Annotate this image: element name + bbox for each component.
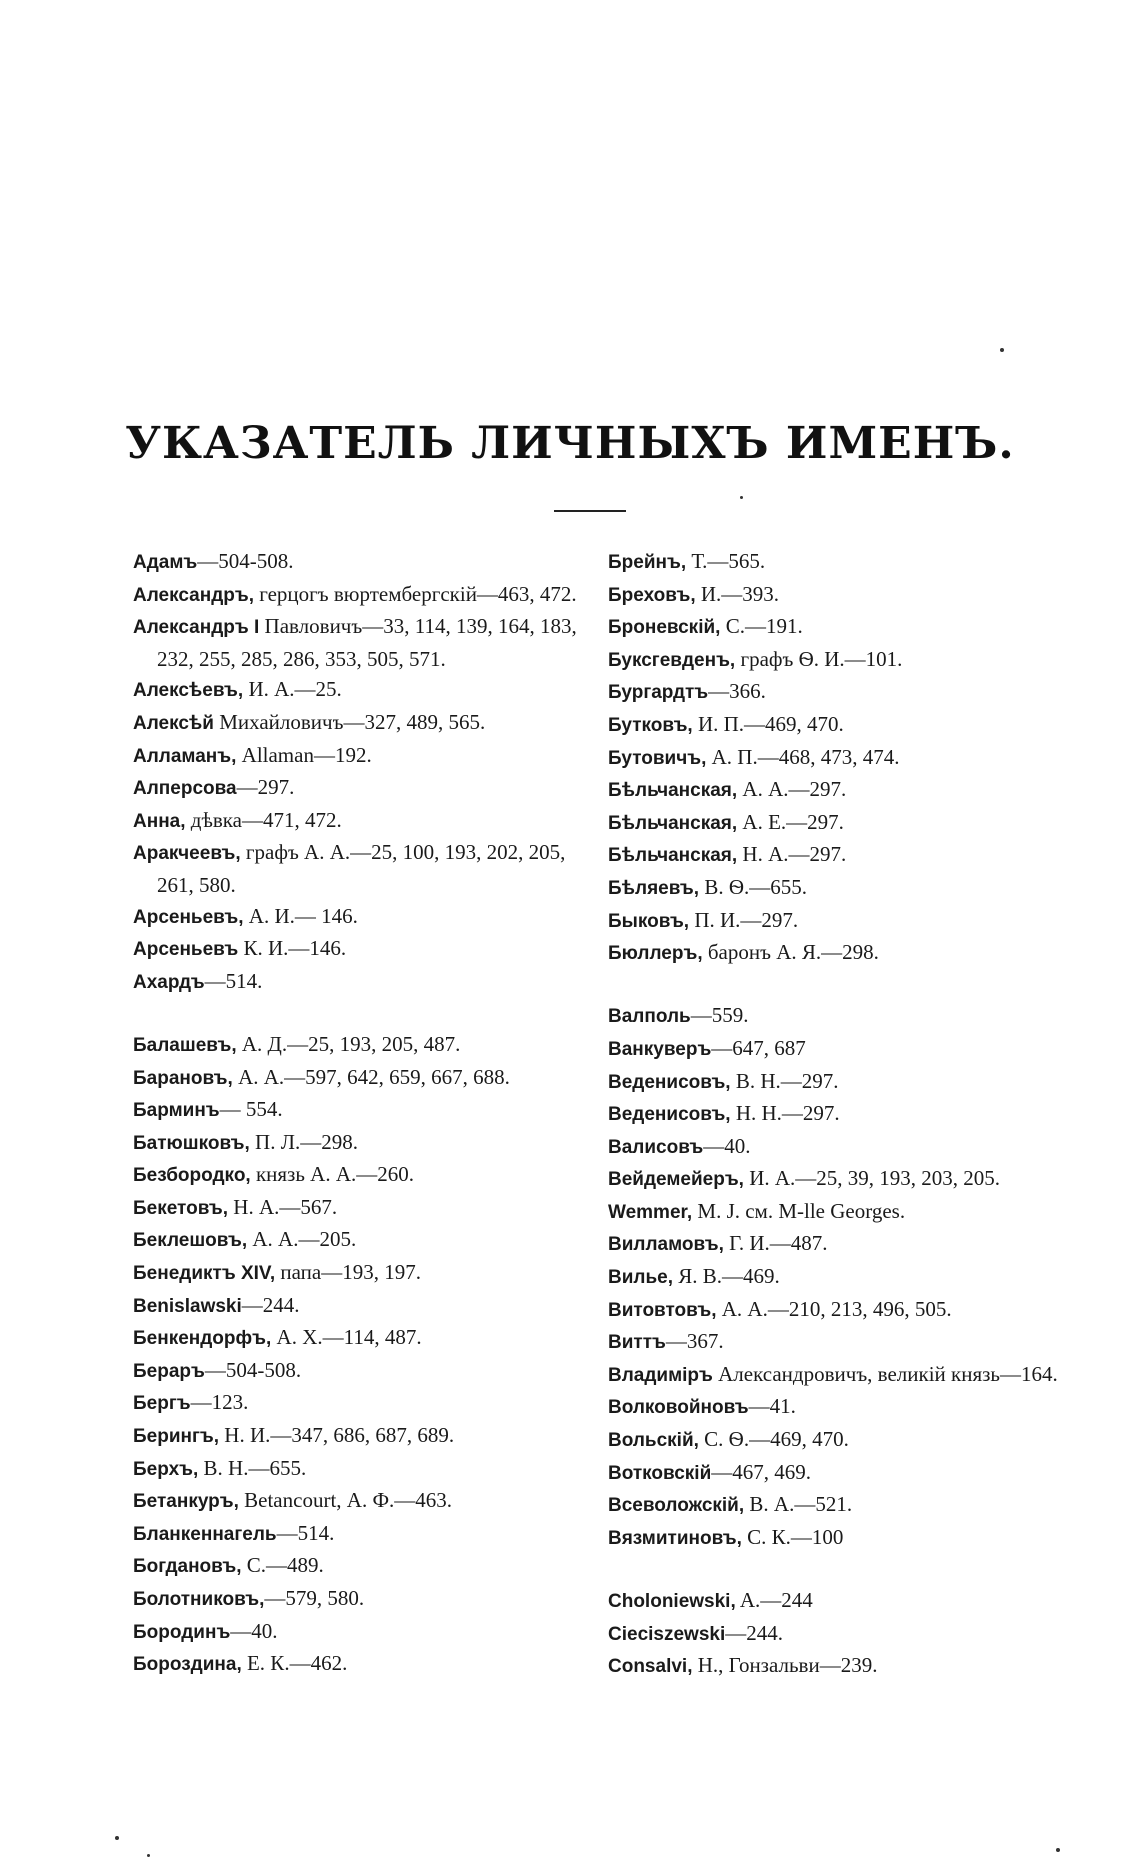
print-speck (115, 1836, 119, 1840)
entry-name: Бѣляевъ, (608, 877, 700, 899)
entry-name: Всеволожскій, (608, 1495, 745, 1517)
index-entry (133, 611, 588, 674)
index-entry (608, 1066, 1058, 1099)
entry-pages: В. Н.—655. (198, 1455, 307, 1480)
entry-pages: —579, 580. (264, 1586, 365, 1610)
index-entry (608, 1585, 1058, 1618)
entry-name: Бекетовъ, (133, 1197, 229, 1219)
entry-pages: С. Ѳ.—469, 470. (698, 1427, 849, 1452)
page-title: УКАЗАТЕЛЬ ЛИЧНЫХЪ ИМЕНЪ. (125, 418, 1015, 469)
entry-name: Безбородко, (133, 1165, 251, 1187)
index-entry (608, 872, 1058, 905)
entry-pages: дѣвка—471, 472. (185, 807, 342, 832)
entry-pages: А. И.— 146. (243, 903, 358, 928)
entry-pages: В. А.—521. (744, 1492, 853, 1517)
entry-name: Вейдемейеръ, (608, 1169, 744, 1191)
entry-name: Бѣльчанская, (608, 812, 738, 834)
index-entry (133, 1094, 588, 1127)
entry-pages: —367. (665, 1329, 724, 1354)
index-entry (133, 1224, 588, 1257)
index-entry (608, 742, 1058, 775)
entry-name: Батюшковъ, (133, 1132, 250, 1154)
entry-pages: Михайловичъ—327, 489, 565. (213, 709, 486, 734)
entry-pages: И. А.—25. (243, 677, 342, 702)
index-entry (133, 966, 588, 999)
index-entry (608, 1391, 1058, 1424)
entry-name: Арсеньевъ (133, 939, 239, 961)
index-entry (133, 1453, 588, 1486)
entry-name: Веденисовъ, (608, 1071, 731, 1093)
index-entry (608, 1033, 1058, 1066)
index-entry (608, 1489, 1058, 1522)
entry-name: Бутковъ, (608, 714, 693, 736)
entry-name: Витовтовъ, (608, 1299, 717, 1321)
index-entry (133, 1127, 588, 1160)
index-entry (133, 772, 588, 805)
index-entry (608, 1098, 1058, 1131)
entry-name: Бороздина, (133, 1654, 242, 1676)
entry-pages: —467, 469. (711, 1459, 812, 1484)
entry-pages: князь А. А.—260. (250, 1162, 415, 1187)
entry-name: Бургардтъ (608, 682, 709, 704)
entry-pages: И. П.—469, 470. (692, 711, 844, 736)
index-entry (133, 1159, 588, 1192)
index-entry (608, 709, 1058, 742)
index-entry (608, 546, 1058, 579)
entry-name: Балашевъ, (133, 1034, 237, 1056)
index-entry (133, 901, 588, 934)
entry-name: Бутовичъ, (608, 747, 707, 769)
index-entry (133, 1355, 588, 1388)
index-entry (133, 579, 588, 612)
index-entry (133, 1616, 588, 1649)
entry-name: Виттъ (608, 1332, 666, 1354)
index-entry (133, 933, 588, 966)
entry-pages: Е. К.—462. (241, 1651, 348, 1676)
entry-name: Бетанкуръ, (133, 1491, 239, 1513)
index-entry (608, 807, 1058, 840)
entry-name: Алексѣевъ, (133, 680, 244, 702)
entry-name: Choloniewski, (608, 1591, 736, 1612)
entry-pages: А. Х.—114, 487. (271, 1325, 422, 1350)
title-rule (554, 510, 626, 512)
entry-name: Брейнъ, (608, 552, 687, 573)
print-speck (740, 496, 743, 499)
index-entry (133, 1485, 588, 1518)
entry-pages: баронъ А. Я.—298. (702, 940, 879, 965)
index-entry (133, 1648, 588, 1681)
entry-pages: Betancourt, А. Ф.—463. (238, 1488, 453, 1513)
entry-pages: —514. (276, 1520, 335, 1545)
entry-name: Ахардъ (133, 971, 205, 993)
index-entry (133, 1550, 588, 1583)
index-entry (608, 1294, 1058, 1327)
index-entry (133, 546, 588, 579)
entry-name: Benislawski (133, 1295, 242, 1317)
entry-pages: Н. А.—567. (228, 1194, 338, 1219)
index-entry (608, 839, 1058, 872)
entry-name: Болотниковъ, (133, 1589, 265, 1610)
entry-pages: С.—191. (720, 614, 803, 639)
entry-pages: Н. А.—297. (737, 842, 847, 867)
entry-name: Аракчеевъ, (133, 843, 241, 865)
entry-name: Бенедиктъ XIV, (133, 1263, 276, 1285)
entry-name: Вязмитиновъ, (608, 1527, 742, 1549)
index-entry (608, 1163, 1058, 1196)
entry-name: Валисовъ (608, 1136, 704, 1158)
entry-pages: А. А.—205. (247, 1227, 357, 1252)
index-entry (608, 774, 1058, 807)
entry-pages: А. Е.—297. (737, 809, 844, 834)
entry-pages: П. И.—297. (689, 907, 799, 932)
index-entry (608, 1424, 1058, 1457)
entry-pages: A.—244 (735, 1588, 813, 1612)
entry-name: Бородинъ (133, 1621, 231, 1643)
entry-name: Cieciszewski (608, 1623, 726, 1645)
entry-name: Быковъ, (608, 910, 690, 932)
entry-name: Алексѣй (133, 712, 214, 734)
entry-pages: Г. И.—487. (723, 1231, 828, 1256)
entry-pages: Т.—565. (686, 549, 766, 573)
entry-pages: —366. (708, 679, 766, 704)
index-entry (608, 611, 1058, 644)
entry-name: Consalvi, (608, 1656, 693, 1678)
index-entry (133, 707, 588, 740)
entry-name: Волковойновъ (608, 1397, 749, 1419)
index-entry (608, 1359, 1058, 1392)
index-entry (133, 1420, 588, 1453)
entry-pages: —123. (190, 1390, 249, 1415)
index-entry (133, 1583, 588, 1616)
entry-pages: —40. (230, 1618, 278, 1643)
entry-name: Александръ, (133, 584, 255, 606)
index-entry (133, 1029, 588, 1062)
entry-name: Александръ I (133, 617, 260, 639)
entry-pages: —647, 687 (711, 1035, 806, 1060)
entry-name: Арсеньевъ, (133, 906, 244, 928)
entry-name: Берингъ, (133, 1426, 220, 1448)
entry-name: Вольскій, (608, 1430, 699, 1452)
entry-pages: Allaman—192. (236, 742, 372, 767)
entry-name: Алперсова (133, 778, 237, 800)
index-entry (608, 1326, 1058, 1359)
index-entry (133, 1062, 588, 1095)
entry-name: Вилламовъ, (608, 1234, 724, 1256)
print-speck (1056, 1848, 1060, 1852)
entry-name: Берхъ, (133, 1458, 199, 1480)
index-entry (608, 1228, 1058, 1261)
entry-pages: А. А.—210, 213, 496, 505. (716, 1296, 952, 1321)
entry-pages: папа—193, 197. (275, 1260, 421, 1285)
index-entry (608, 1618, 1058, 1651)
entry-name: Вилье, (608, 1267, 673, 1289)
entry-pages: И.—393. (695, 581, 780, 606)
entry-pages: А. Д.—25, 193, 205, 487. (236, 1031, 461, 1056)
entry-name: Владиміръ (608, 1364, 713, 1386)
entry-name: Беклешовъ, (133, 1230, 248, 1252)
entry-pages: Я. В.—469. (673, 1264, 780, 1289)
index-entry (608, 1457, 1058, 1490)
entry-pages: Павловичъ—33, 114, 139, 164, 183, 232, 255, 285, 286, 353, 505, 571. (157, 614, 577, 671)
index-entry (133, 1257, 588, 1290)
entry-pages: —297. (236, 775, 295, 800)
entry-pages: —559. (690, 1003, 749, 1028)
entry-name: Бенкендорфъ, (133, 1328, 272, 1350)
index-entry (133, 740, 588, 773)
index-entry (608, 1650, 1058, 1683)
entry-pages: —40. (703, 1133, 751, 1158)
entry-name: Барановъ, (133, 1067, 233, 1089)
entry-pages: В. Н.—297. (730, 1068, 839, 1093)
entry-pages: Александровичъ, великій князь—164. (712, 1361, 1058, 1386)
entry-name: Богдановъ, (133, 1556, 242, 1578)
index-entry (608, 1000, 1058, 1033)
entry-pages: Н. Н.—297. (730, 1101, 840, 1126)
entry-pages: И. А.—25, 39, 193, 203, 205. (743, 1166, 1001, 1191)
entry-name: Алламанъ, (133, 745, 237, 767)
entry-pages: —504-508. (204, 1357, 302, 1382)
entry-pages: П. Л.—298. (249, 1129, 358, 1154)
entry-pages: —244. (241, 1292, 300, 1317)
entry-name: Бреховъ, (608, 584, 696, 606)
index-entry (133, 837, 588, 900)
entry-name: Бланкеннагель (133, 1523, 277, 1545)
index-entry (133, 1192, 588, 1225)
entry-pages: Н. И.—347, 686, 687, 689. (219, 1423, 455, 1448)
entry-pages: — 554. (219, 1097, 283, 1122)
index-entry (133, 805, 588, 838)
index-entry (608, 579, 1058, 612)
entry-pages: —41. (748, 1394, 796, 1419)
entry-pages: —514. (204, 968, 263, 993)
entry-name: Адамъ (133, 552, 198, 573)
entry-name: Бѣльчанская, (608, 845, 738, 867)
print-speck (147, 1854, 150, 1857)
index-entry (608, 1522, 1058, 1555)
index-entry (133, 1322, 588, 1355)
entry-pages: А. П.—468, 473, 474. (706, 744, 900, 769)
index-entry (608, 905, 1058, 938)
index-entry (608, 676, 1058, 709)
entry-pages: К. И.—146. (238, 936, 347, 961)
entry-name: Вотковскій (608, 1462, 712, 1484)
entry-name: Барминъ (133, 1100, 220, 1122)
index-entry (133, 674, 588, 707)
index-entry (133, 1387, 588, 1420)
entry-name: Бюллеръ, (608, 943, 703, 965)
entry-pages: герцогъ вюртембергскій—463, 472. (254, 581, 577, 606)
entry-name: Веденисовъ, (608, 1104, 731, 1126)
index-entry (133, 1290, 588, 1323)
right-column (608, 546, 1058, 1683)
entry-name: Буксгевденъ, (608, 649, 736, 671)
index-entry (608, 937, 1058, 970)
index-entry (608, 1261, 1058, 1294)
entry-pages: графъ А. А.—25, 100, 193, 202, 205, 261, 580. (157, 840, 566, 897)
entry-name: Бергъ (133, 1393, 191, 1415)
index-entry (608, 1196, 1058, 1229)
entry-pages: Н., Гонзальви—239. (692, 1653, 878, 1678)
entry-pages: —504-508. (197, 549, 294, 573)
print-speck (1000, 348, 1004, 352)
entry-pages: А. А.—597, 642, 659, 667, 688. (232, 1064, 510, 1089)
left-column (133, 546, 588, 1681)
index-entry (133, 1518, 588, 1551)
entry-name: Wemmer, (608, 1201, 693, 1223)
index-entry (608, 644, 1058, 677)
entry-pages: графъ Ѳ. И.—101. (735, 646, 903, 671)
entry-name: Анна, (133, 810, 186, 832)
entry-pages: В. Ѳ.—655. (699, 874, 808, 899)
entry-name: Бераръ (133, 1360, 205, 1382)
entry-pages: С.—489. (241, 1553, 324, 1578)
entry-pages: M. J. см. M-lle Georges. (692, 1198, 906, 1223)
entry-name: Бѣльчанская, (608, 780, 738, 802)
entry-name: Ванкуверъ (608, 1038, 712, 1060)
entry-name: Броневскій, (608, 617, 721, 639)
entry-name: Валполь (608, 1006, 691, 1028)
entry-pages: А. А.—297. (737, 777, 847, 802)
entry-pages: —244. (725, 1620, 783, 1645)
entry-pages: С. К.—100 (741, 1524, 844, 1549)
index-entry (608, 1131, 1058, 1164)
